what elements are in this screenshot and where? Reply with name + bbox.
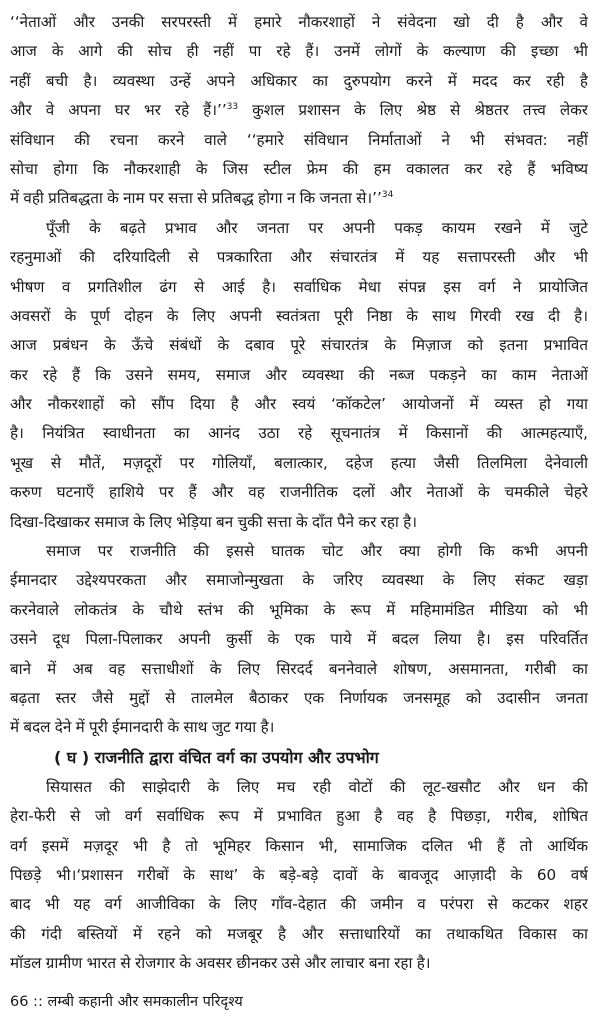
text-line: मॉडल ग्रामीण भारत से रोजगार के अवसर छीनकर उसे और लाचार बना रहा है।	[10, 954, 431, 973]
text-line-part: में वही प्रतिबद्धता के नाम पर सत्ता से प्रतिबद्ध होगा न कि जनता से।’’	[10, 189, 382, 208]
text-line: दिखा-दिखाकर समाज के लिए भेड़िया बन चुकी सत्ता के दाँत पैने कर रहा है।	[10, 512, 417, 531]
text-line: आज के आगे की सोच ही नहीं पा रहे हैं। उनमें लोगों के कल्याण की इच्छा भी	[10, 42, 588, 61]
footnote-ref-34: 34	[381, 190, 394, 201]
text-line-with-footnote	[10, 184, 588, 213]
media-paragraph	[10, 214, 588, 537]
text-line: समाज पर राजनीति की इससे घातक चोट और क्या होगी कि कभी अपनी	[46, 542, 588, 561]
text-line: में बदल देने में पूरी ईमानदारी के साथ जुट गया है।	[10, 718, 275, 737]
text-line: पूँजी के बढ़ते प्रभाव और जनता पर अपनी पकड़ कायम रखने में जुटे	[46, 218, 588, 237]
text-line: भूख से मौतें, मज़दूरों पर गोलियाँ, बलात्कार, दहेज हत्या जैसी तिलमिला देनेवाली	[10, 453, 588, 472]
text-line: सोचा होगा कि नौकरशाही के जिस स्टील फ्रेम की हम वकालत कर रहे हैं भविष्य	[10, 159, 588, 178]
text-line: करनेवाले लोकतंत्र के चौथे स्तंभ की भूमिका के रूप में महिमामंडित मीडिया को भी	[10, 600, 588, 619]
text-line: की गंदी बस्तियों में रहने को मजबूर है और सत्ताधारियों का तथाकथित विकास का	[10, 924, 588, 943]
text-line: भीषण व प्रगतिशील ढंग से आई है। सर्वाधिक मेधा संपन्न इस वर्ग ने प्रायोजित	[10, 277, 588, 296]
politics-paragraph	[10, 537, 588, 743]
text-line: ईमानदार उद्देश्यपरकता और समाजोन्मुखता के जरिए व्यवस्था के लिए संकट खड़ा	[10, 571, 588, 590]
text-line-part: और वे अपना घर भर रहे हैं।’’	[10, 101, 227, 120]
page-body	[10, 8, 588, 979]
page-footer: 66 :: लम्बी कहानी और समकालीन परिदृश्य	[10, 994, 243, 1010]
quote-paragraph	[10, 8, 588, 214]
text-line: नहीं बची है। व्यवस्था उन्हें अपने अधिकार का दुरुपयोग करने में मदद कर रही है	[10, 71, 588, 90]
text-line: संविधान की रचना करने वाले ‘‘हमारे संविधान निर्माताओं ने भी संभवत: नहीं	[10, 130, 588, 149]
text-line: सियासत की साझेदारी के लिए मच रही वोटों की लूट-खसौट और धन की	[46, 777, 588, 796]
text-line-with-footnote	[10, 96, 588, 125]
text-line: करुण घटनाएँ हाशिये पर हैं और वह राजनीतिक दलों और नेताओं के चमकीले चेहरे	[10, 483, 588, 502]
text-line: वर्ग इसमें मज़दूर भी है तो भूमिहर किसान भी, सामाजिक दलित भी हैं तो आर्थिक	[10, 836, 588, 855]
text-line: और नौकरशाहों को सौंप दिया है और स्वयं ‘कॉकटेल’ आयोजनों में व्यस्त हो गया	[10, 395, 588, 414]
text-line: ‘‘नेताओं और उनकी सरपरस्ती में हमारे नौकरशाहों ने संवेदना खो दी है और वे	[10, 13, 588, 31]
text-line: आज प्रबंधन के ऊँचे संबंधों के दबाव पूरे संचारतंत्र के मिज़ाज को इतना प्रभावित	[10, 336, 588, 355]
deprived-class-paragraph	[10, 773, 588, 979]
text-line: अवसरों के पूर्ण दोहन के लिए अपनी स्वतंत्रता पूरी निष्ठा के साथ गिरवी रख दी है।	[10, 306, 588, 325]
text-line-part: कुशल प्रशासन के लिए श्रेष्ठ से श्रेष्ठतर तत्त्व लेकर	[238, 101, 588, 120]
text-line: रहनुमाओं की दरियादिली से पत्रकारिता और संचारतंत्र में यह सत्तापरस्ती और भी	[10, 248, 588, 267]
text-line: बाने में अब वह सत्ताधीशों के लिए सिरदर्द बननेवाले शोषण, असमानता, गरीबी का	[10, 659, 588, 678]
text-line: हेरा-फेरी से जो वर्ग सर्वाधिक रूप में प्रभावित हुआ है वह है पिछड़ा, गरीब, शोषित	[10, 807, 588, 826]
text-line: कर रहे हैं कि उसने समय, समाज और व्यवस्था की नब्ज पकड़ने का काम नेताओं	[10, 365, 588, 384]
text-line: बढ़ता स्तर जैसे मुद्दों से तालमेल बैठाकर एक निर्णायक जनसमूह को उदासीन जनता	[10, 688, 588, 707]
section-heading: ( घ ) राजनीति द्वारा वंचित वर्ग का उपयोग और उपभोग	[54, 747, 379, 767]
text-line: है। नियंत्रित स्वाधीनता का आनंद उठा रहे सूचनातंत्र में किसानों की आत्महत्याएँ,	[10, 424, 588, 443]
text-line: पिछड़े भी।‘प्रशासन गरीबों के साथ’ के बड़े-बड़े दावों के बावजूद आज़ादी के 60 वर्ष	[10, 865, 588, 884]
text-line: उसने दूध पिला-पिलाकर अपनी कुर्सी के एक पाये में बदल लिया है। इस परिवर्तित	[10, 630, 588, 649]
footnote-ref-33: 33	[226, 102, 239, 113]
text-line: बाद भी यह वर्ग आजीविका के लिए गाँव-देहात की जमीन व परंपरा से कटकर शहर	[10, 895, 588, 914]
